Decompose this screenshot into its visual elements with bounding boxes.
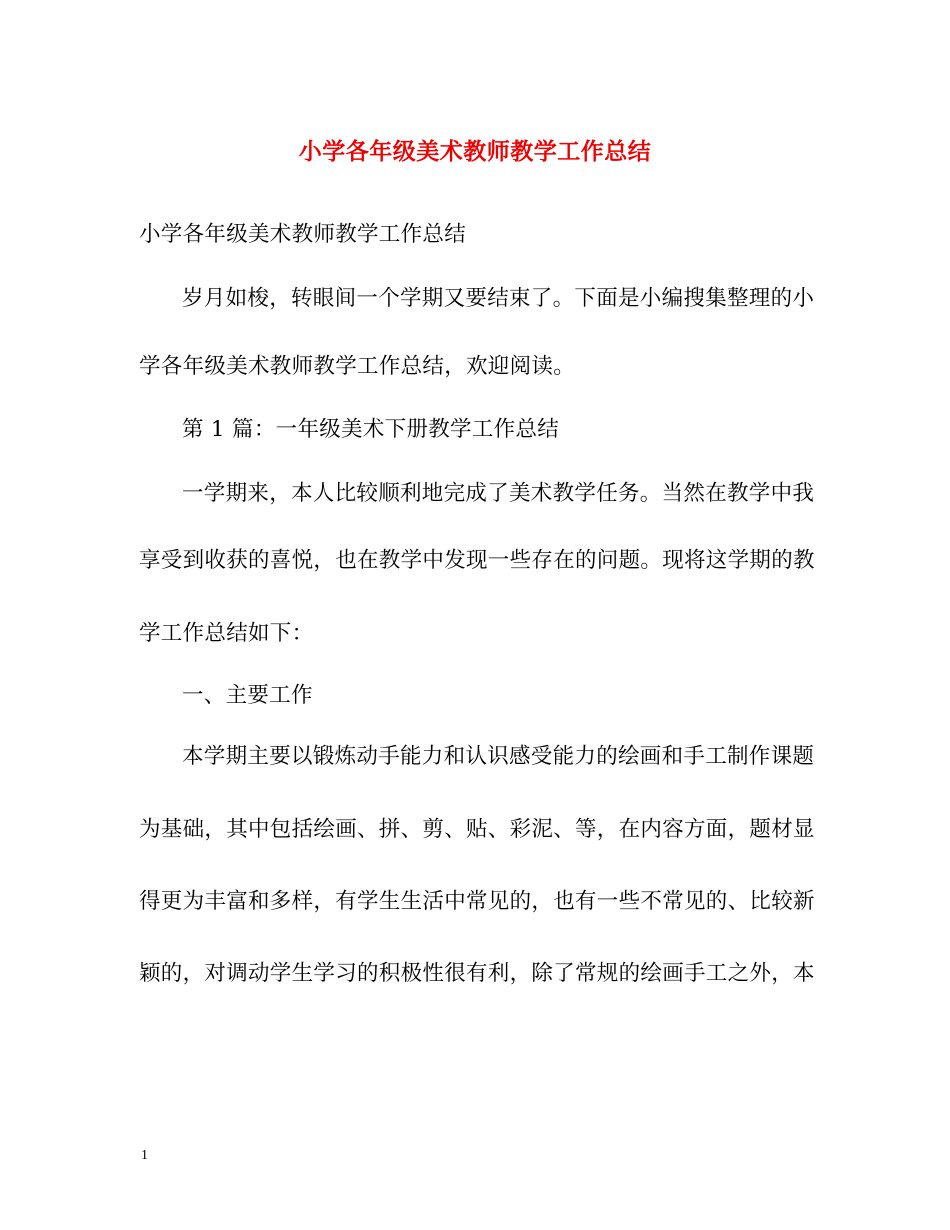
paragraph-line: 享受到收获的喜悦，也在教学中发现一些存在的问题。现将这学期的教 (139, 548, 815, 573)
subtitle-line: 小学各年级美术教师教学工作总结 (139, 222, 467, 247)
paragraph-line: 岁月如梭，转眼间一个学期又要结束了。下面是小编搜集整理的小 (182, 286, 815, 311)
document-title: 小学各年级美术教师教学工作总结 (298, 139, 652, 165)
paragraph-line: 学各年级美术教师教学工作总结，欢迎阅读。 (139, 354, 576, 379)
paragraph-line: 学工作总结如下： (139, 621, 314, 646)
section-heading: 第 1 篇：一年级美术下册教学工作总结 (182, 417, 560, 442)
paragraph-line: 一学期来，本人比较顺利地完成了美术教学任务。当然在教学中我 (182, 481, 815, 506)
paragraph-line: 颖的，对调动学生学习的积极性很有利，除了常规的绘画手工之外，本 (139, 961, 815, 986)
section-heading: 一、主要工作 (182, 683, 313, 708)
paragraph-line: 得更为丰富和多样，有学生生活中常见的，也有一些不常见的、比较新 (139, 889, 815, 914)
page-number: 1 (141, 1148, 148, 1163)
paragraph-line: 为基础，其中包括绘画、拼、剪、贴、彩泥、等，在内容方面，题材显 (139, 817, 815, 842)
paragraph-line: 本学期主要以锻炼动手能力和认识感受能力的绘画和手工制作课题 (182, 744, 815, 769)
